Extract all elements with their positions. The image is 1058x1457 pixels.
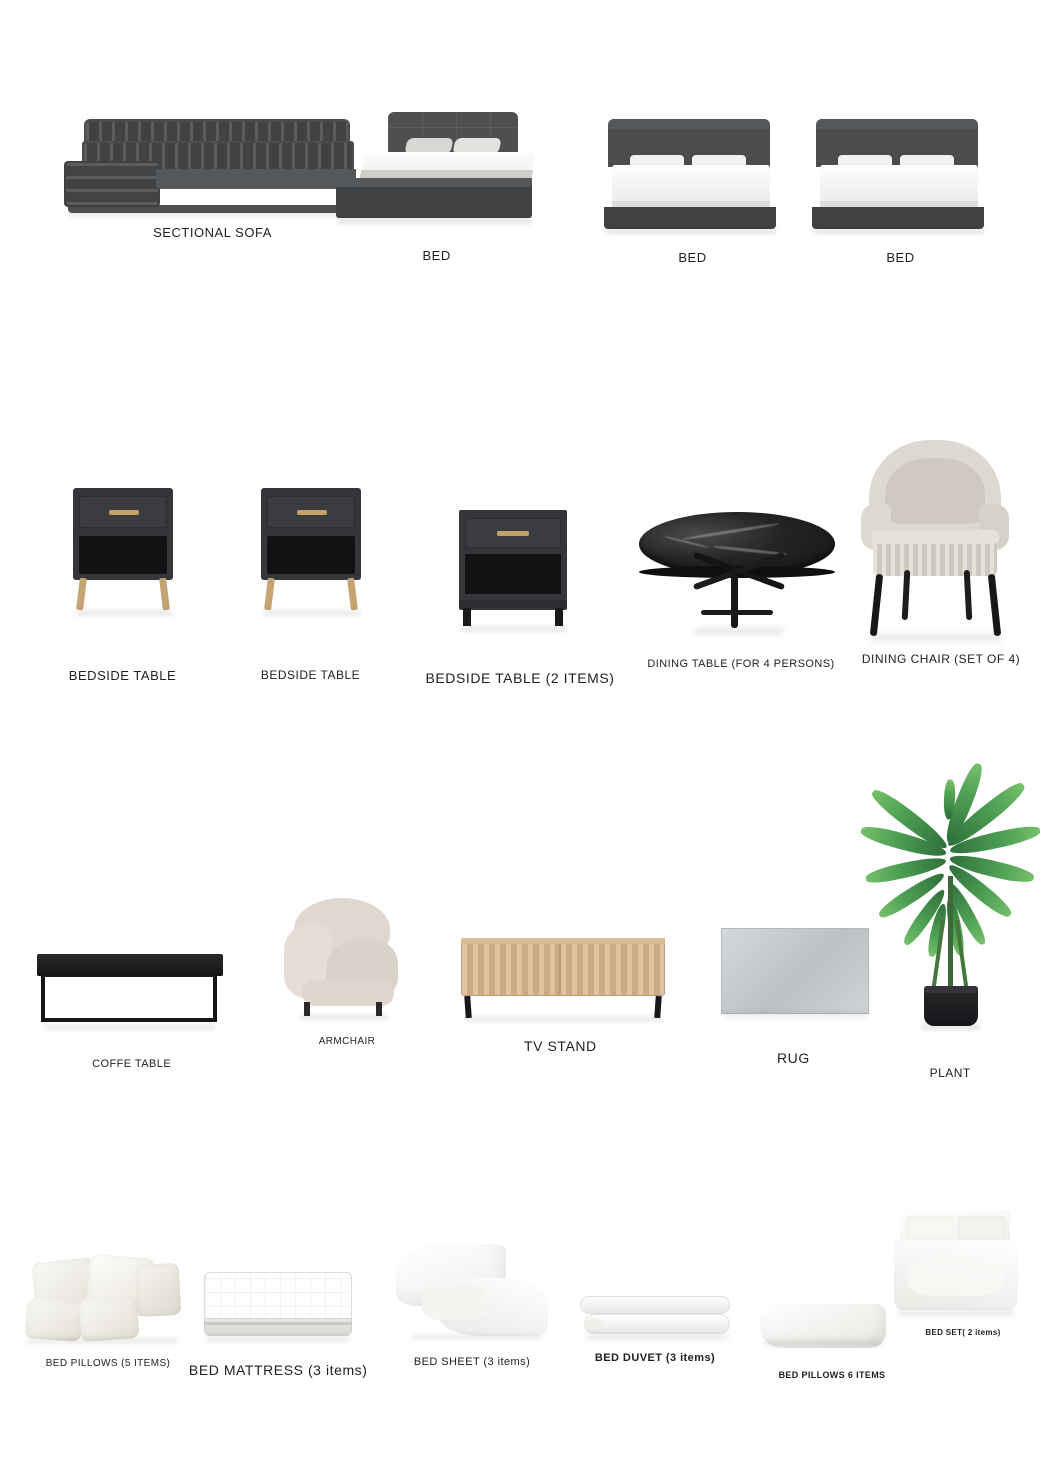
asset-bed-tufted[interactable] xyxy=(330,108,535,263)
sectional-sofa-icon xyxy=(60,105,365,225)
asset-bed-mattress[interactable] xyxy=(190,1262,370,1402)
asset-bed-platform-1[interactable] xyxy=(600,115,785,265)
bed-platform-icon xyxy=(808,115,993,240)
asset-label: BED xyxy=(678,250,707,265)
asset-sectional-sofa[interactable] xyxy=(60,105,365,255)
dining-chair-icon xyxy=(845,430,1045,655)
asset-label: DINING CHAIR (SET OF 4) xyxy=(861,652,1021,666)
asset-label: BED MATTRESS (3 items) xyxy=(188,1362,368,1378)
asset-dining-chair[interactable] xyxy=(845,430,1045,695)
bedside-table-icon xyxy=(248,480,373,660)
asset-bed-set[interactable] xyxy=(888,1200,1038,1400)
asset-label: BED PILLOWS 6 ITEMS xyxy=(778,1370,886,1380)
asset-plant[interactable] xyxy=(862,780,1042,1080)
asset-bed-sheet[interactable] xyxy=(382,1238,562,1388)
asset-tv-stand[interactable] xyxy=(455,920,670,1080)
asset-label: BEDSIDE TABLE (2 ITEMS) xyxy=(425,670,615,686)
asset-label: TV STAND xyxy=(524,1038,597,1054)
asset-armchair[interactable] xyxy=(272,888,422,1068)
asset-label: BED PILLOWS (5 ITEMS) xyxy=(45,1358,171,1369)
asset-label: ARMCHAIR xyxy=(318,1036,376,1047)
asset-label: RUG xyxy=(776,1050,810,1066)
asset-coffee-table[interactable] xyxy=(25,940,230,1100)
coffee-table-icon xyxy=(25,940,230,1050)
asset-bed-platform-2[interactable] xyxy=(808,115,993,265)
bedside-table-icon xyxy=(60,480,185,660)
asset-label: BED SHEET (3 items) xyxy=(413,1356,531,1368)
bed-tufted-icon xyxy=(330,108,535,233)
asset-bed-pillows-5[interactable] xyxy=(18,1248,198,1388)
asset-label: BED xyxy=(886,250,915,265)
asset-label: DINING TABLE (FOR 4 PERSONS) xyxy=(647,658,835,670)
bed-sheet-icon xyxy=(382,1238,562,1348)
asset-label: PLANT xyxy=(929,1066,971,1080)
tv-stand-icon xyxy=(455,920,670,1030)
bed-mattress-icon xyxy=(190,1262,370,1354)
bed-platform-icon xyxy=(600,115,785,240)
asset-label: BEDSIDE TABLE xyxy=(260,668,361,682)
bed-duvet-icon xyxy=(570,1280,740,1358)
asset-label: COFFE TABLE xyxy=(92,1058,172,1070)
asset-label: BEDSIDE TABLE xyxy=(68,668,177,683)
asset-bedside-table-2[interactable] xyxy=(248,480,373,720)
plant-icon xyxy=(862,780,1042,1040)
rug-icon xyxy=(715,920,875,1030)
asset-label: BED xyxy=(422,248,451,263)
asset-bed-duvet[interactable] xyxy=(570,1280,740,1400)
asset-label: BED DUVET (3 items) xyxy=(594,1352,716,1364)
armchair-icon xyxy=(272,888,422,1028)
asset-bedside-table-pair[interactable] xyxy=(425,490,615,730)
bedside-table-pair-icon xyxy=(435,490,605,660)
asset-bedside-table-1[interactable] xyxy=(60,480,185,720)
bed-pillows-icon xyxy=(18,1248,198,1348)
asset-label: BED SET( 2 items) xyxy=(925,1328,1001,1337)
asset-label: SECTIONAL SOFA xyxy=(153,225,272,240)
asset-dining-table[interactable] xyxy=(635,480,847,720)
asset-rug[interactable] xyxy=(715,920,875,1080)
dining-table-icon xyxy=(635,480,847,660)
